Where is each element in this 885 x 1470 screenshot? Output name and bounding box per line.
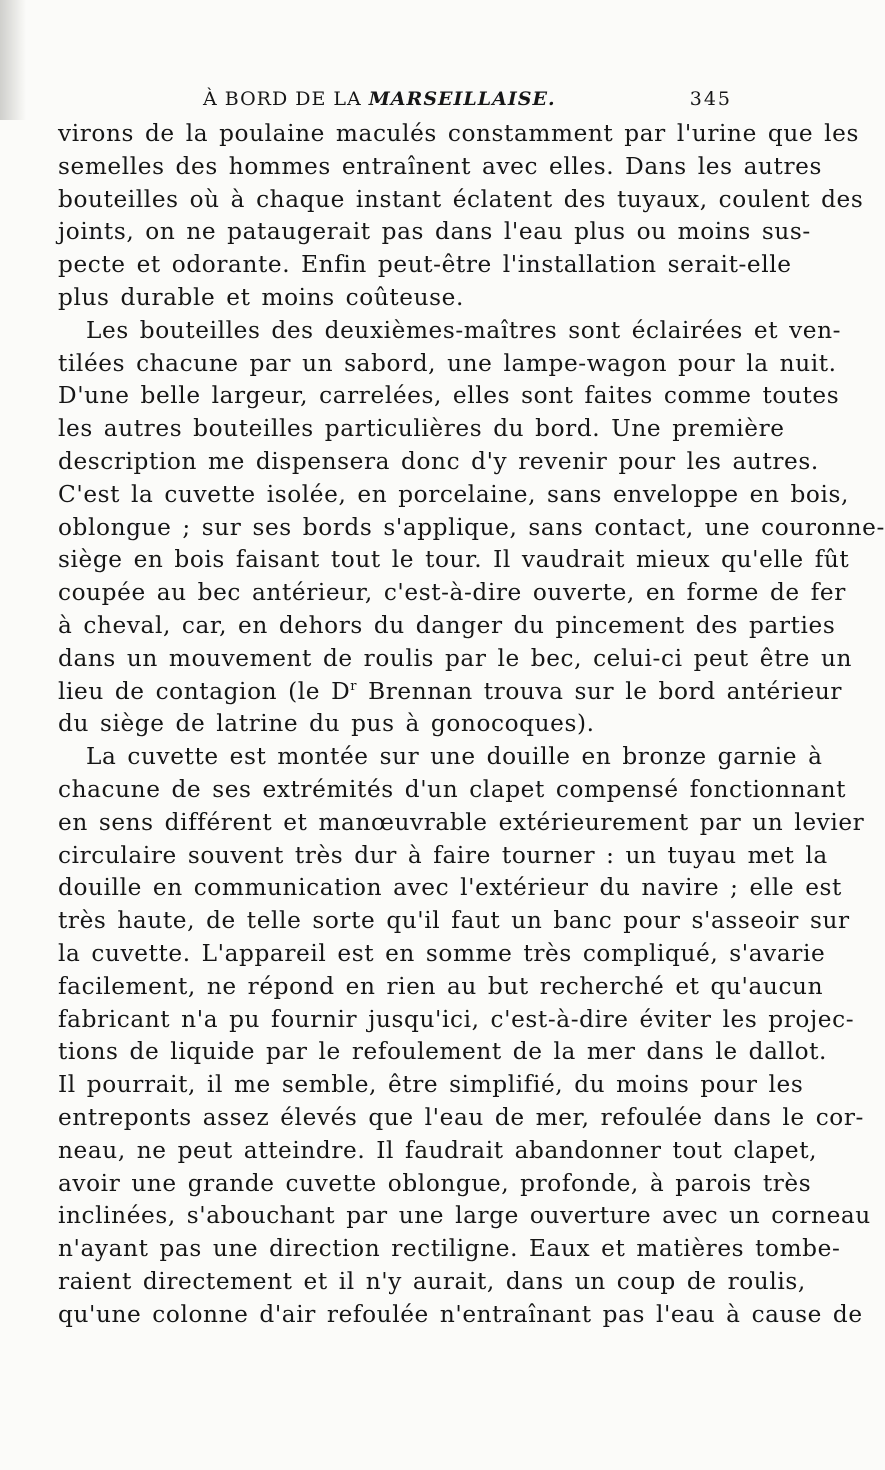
text-line: circulaire souvent très dur à faire tourner : un tuyau met la	[58, 841, 828, 869]
text-line: fabricant n'a pu fournir jusqu'ici, c'est-à-dire éviter les projec-	[58, 1005, 855, 1033]
text-line: joints, on ne pataugerait pas dans l'eau plus ou moins sus-	[58, 218, 811, 246]
text-line: siège en bois faisant tout le tour. Il vaudrait mieux qu'elle fût	[58, 546, 850, 574]
text-line-with-superscript	[58, 676, 843, 709]
text-fragment: Brennan trouva sur le bord antérieur	[357, 677, 843, 705]
text-line: coupée au bec antérieur, c'est-à-dire ouverte, en forme de fer	[58, 579, 846, 607]
text-line: qu'une colonne d'air refoulée n'entraînant pas l'eau à cause de	[58, 1300, 863, 1328]
text-line: plus durable et moins coûteuse.	[58, 283, 464, 311]
text-line: pecte et odorante. Enfin peut-être l'installation serait-elle	[58, 251, 792, 279]
text-line: très haute, de telle sorte qu'il faut un banc pour s'asseoir sur	[58, 907, 850, 935]
text-line: tilées chacune par un sabord, une lampe-wagon pour la nuit.	[58, 349, 837, 377]
book-page	[58, 84, 885, 1331]
running-title-prefix: À BORD DE LA	[203, 88, 369, 110]
text-line: la cuvette. L'appareil est en somme très compliqué, s'avarie	[58, 939, 826, 967]
text-line: Les bouteilles des deuxièmes-maîtres sont éclairées et ven-	[86, 316, 842, 344]
superscript: r	[350, 678, 358, 694]
scan-edge-shadow	[0, 0, 26, 120]
text-line: La cuvette est montée sur une douille en bronze garnie à	[86, 743, 823, 771]
text-line: Il pourrait, il me semble, être simplifié, du moins pour les	[58, 1071, 804, 1099]
text-line: raient directement et il n'y aurait, dans un coup de roulis,	[58, 1267, 806, 1295]
text-line: dans un mouvement de roulis par le bec, celui-ci peut être un	[58, 644, 853, 672]
text-line: chacune de ses extrémités d'un clapet compensé fonctionnant	[58, 775, 847, 803]
text-line: D'une belle largeur, carrelées, elles sont faites comme toutes	[58, 382, 840, 410]
running-title	[203, 88, 556, 110]
text-line: inclinées, s'abouchant par une large ouverture avec un corneau	[58, 1202, 871, 1230]
text-line: à cheval, car, en dehors du danger du pincement des parties	[58, 611, 836, 639]
text-line: n'ayant pas une direction rectiligne. Eaux et matières tombe-	[58, 1235, 841, 1263]
text-line: bouteilles où à chaque instant éclatent des tuyaux, coulent des	[58, 185, 864, 213]
text-line: facilement, ne répond en rien au but recherché et qu'aucun	[58, 972, 824, 1000]
text-line: du siège de latrine du pus à gonocoques).	[58, 710, 595, 738]
text-line: les autres bouteilles particulières du bord. Une première	[58, 415, 785, 443]
text-line: semelles des hommes entraînent avec elles. Dans les autres	[58, 152, 822, 180]
page-number: 345	[689, 88, 732, 110]
text-line: oblongue ; sur ses bords s'applique, sans contact, une couronne-	[58, 513, 885, 541]
text-line: tions de liquide par le refoulement de la mer dans le dallot.	[58, 1038, 828, 1066]
text-line: description me dispensera donc d'y revenir pour les autres.	[58, 447, 819, 475]
text-line: douille en communication avec l'extérieur du navire ; elle est	[58, 874, 842, 902]
text-line: avoir une grande cuvette oblongue, profonde, à parois très	[58, 1169, 812, 1197]
text-line: en sens différent et manœuvrable extérieurement par un levier	[58, 808, 865, 836]
text-line: virons de la poulaine maculés constamment par l'urine que les	[58, 120, 859, 147]
running-header	[58, 84, 738, 118]
text-line: C'est la cuvette isolée, en porcelaine, sans enveloppe en bois,	[58, 480, 849, 508]
text-fragment: lieu de contagion (le D	[58, 677, 351, 705]
text-line: entreponts assez élevés que l'eau de mer, refoulée dans le cor-	[58, 1103, 864, 1131]
body-text	[58, 118, 885, 1331]
running-title-ship: MARSEILLAISE.	[368, 88, 556, 110]
text-line: neau, ne peut atteindre. Il faudrait abandonner tout clapet,	[58, 1136, 818, 1164]
